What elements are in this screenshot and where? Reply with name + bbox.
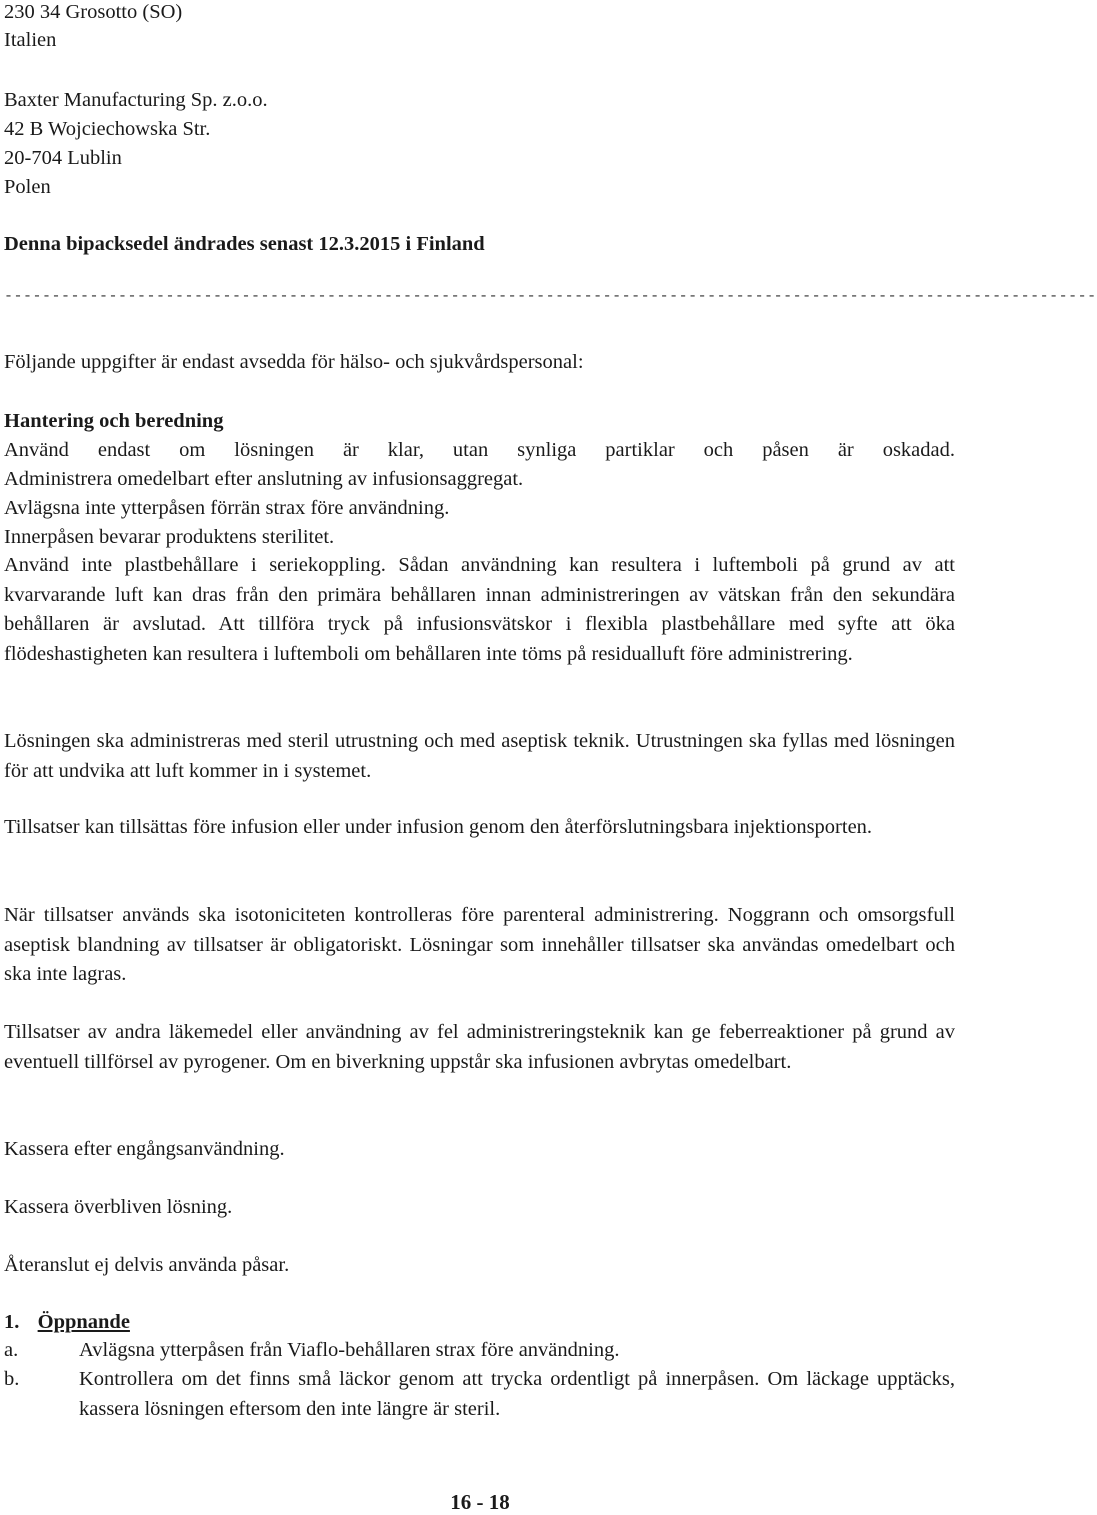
section-heading: Hantering och beredning — [4, 410, 224, 432]
handling-line: Använd endast om lösningen är klar, utan synliga partiklar och påsen är oskadad. — [4, 439, 955, 461]
opening-title: Öppnande — [37, 1311, 130, 1333]
address-line: 230 34 Grosotto (SO) — [4, 1, 183, 23]
handling-line: Avlägsna inte ytterpåsen förrän strax före användning. — [4, 497, 450, 519]
manufacturer-street: 42 B Wojciechowska Str. — [4, 118, 211, 140]
opening-number: 1. — [4, 1311, 20, 1333]
list-item-text: Avlägsna ytterpåsen från Viaflo-behållaren strax före användning. — [79, 1339, 620, 1361]
revision-note: Denna bipacksedel ändrades senast 12.3.2015 i Finland — [4, 233, 485, 255]
list-marker: b. — [4, 1368, 20, 1390]
paragraph-reactions: Tillsatser av andra läkemedel eller användning av fel administreringsteknik kan ge feberreaktioner på grund av eventuell tillförsel av pyrogener. Om en biverkning uppstår ska infusionen avbrytas omedelbart. — [4, 1021, 955, 1073]
manufacturer-country: Polen — [4, 176, 51, 198]
handling-line: Innerpåsen bevarar produktens sterilitet. — [4, 526, 335, 548]
single-use-note: Kassera efter engångsanvändning. — [4, 1138, 285, 1160]
intro-text: Följande uppgifter är endast avsedda för hälso- och sjukvårdspersonal: — [4, 351, 584, 373]
discard-note: Kassera överbliven lösning. — [4, 1196, 233, 1218]
opening-heading — [4, 1310, 130, 1334]
manufacturer-name: Baxter Manufacturing Sp. z.o.o. — [4, 89, 268, 111]
list-item — [4, 1365, 955, 1425]
list-marker: a. — [4, 1339, 19, 1361]
page-number: 16 - 18 — [450, 1490, 510, 1514]
paragraph-additives: Tillsatser kan tillsättas före infusion eller under infusion genom den återförslutningsbara injektionsporten. — [4, 816, 873, 838]
separator-line: ------------------------------------------------------------------------------------------------------------------- — [4, 288, 1097, 305]
paragraph-aseptic: Lösningen ska administreras med steril utrustning och med aseptisk teknik. Utrustningen ska fyllas med lösningen för att undvika att luft kommer in i systemet. — [4, 730, 955, 782]
handling-line: Administrera omedelbart efter anslutning av infusionsaggregat. — [4, 468, 524, 490]
no-reconnect-note: Återanslut ej delvis använda påsar. — [4, 1254, 290, 1276]
manufacturer-city: 20-704 Lublin — [4, 147, 122, 169]
paragraph-isotonicity: När tillsatser används ska isotoniciteten kontrolleras före parenteral administrering. Noggrann och omsorgsfull aseptisk blandning av tillsatser är obligatoriskt. Lösningar som innehåller tillsatser ska användas omedelbart och ska inte lagras. — [4, 904, 955, 985]
address-country: Italien — [4, 29, 57, 51]
list-item — [4, 1336, 955, 1366]
paragraph-serial-connection: Använd inte plastbehållare i seriekoppling. Sådan användning kan resultera i luftemboli på grund av att kvarvarande luft kan dras från den primära behållaren innan administreringen av vätskan från den sekundära behållaren är avslutad. Att tillföra tryck på infusionsvätskor i flexibla plastbehållare med syfte att öka flödeshastigheten kan resultera i luftemboli om behållaren inte töms på residualluft före administrering. — [4, 554, 955, 665]
list-item-text: Kontrollera om det finns små läckor genom att trycka ordentligt på innerpåsen. Om läckage upptäcks, kassera lösningen eftersom den inte längre är steril. — [79, 1368, 955, 1420]
